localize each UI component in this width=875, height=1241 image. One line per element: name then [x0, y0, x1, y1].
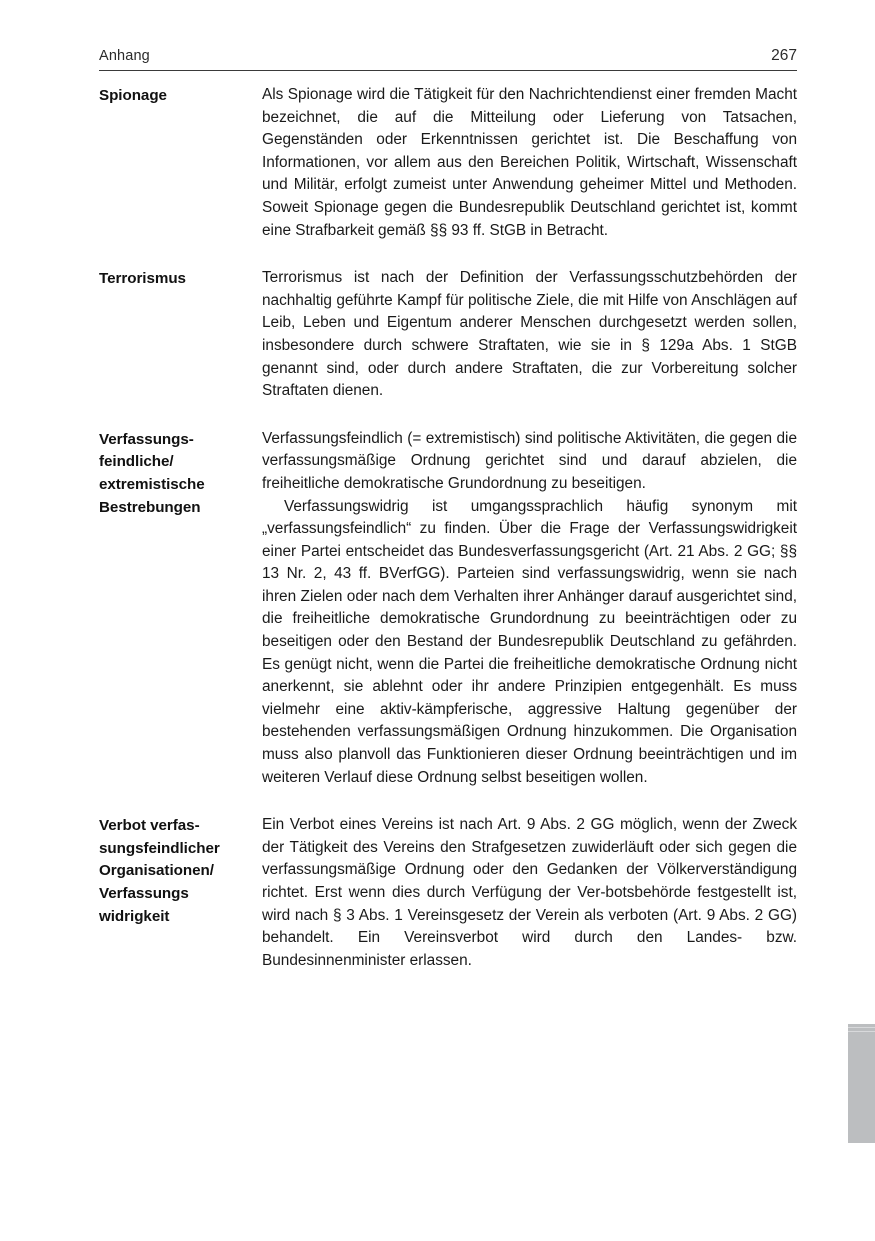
glossary-term-line: Verfassungs- [99, 430, 194, 448]
definition-paragraph: Ein Verbot eines Vereins ist nach Art. 9 Abs. 2 GG möglich, wenn der Zweck der Tätigkeit des Vereins den Strafgesetzen zuwiderläuft oder sich gegen die verfassungsmäßige Ordnung oder den Gedanken der Völkerverständigung richtet. Erst wenn dies durch Verfügung der Ver-botsbehörde festgestellt ist, wird nach § 3 Abs. 1 Vereinsgesetz der Verein als verboten (Art. 9 Abs. 2 GG) behandelt. Ein Vereinsverbot wird durch den Landes- bzw. Bundesinnenminister erlassen. [262, 816, 797, 969]
header-section-title: Anhang [99, 48, 150, 64]
glossary-term [99, 428, 262, 519]
glossary-term-line: Organisationen/ [99, 862, 214, 880]
definition-paragraph: Terrorismus ist nach der Definition der Verfassungsschutzbehörden der nachhaltig geführte Kampf für politische Ziele, die mit Hilfe von Anschlägen auf Leib, Leben und Eigentum anderer Menschen durchgesetzt werden sollen, insbesondere durch schwere Straftaten, wie sie in § 129a Abs. 1 StGB genannt sind, oder durch andere Straftaten, die zur Vorbereitung solcher Straftaten dienen. [262, 269, 797, 400]
glossary-term-line: Spionage [99, 87, 167, 104]
definition-paragraph: Als Spionage wird die Tätigkeit für den Nachrichtendienst einer fremden Macht bezeichnet, die auf die Mitteilung oder Lieferung von Tatsachen, Gegenständen oder Erkenntnissen gerichtet ist. Die Beschaffung von Informationen, vor allem aus den Bereichen Politik, Wirtschaft, Wissenschaft und Militär, erfolgt zumeist unter Anwendung geheimer Mittel und Methoden. Soweit Spionage gegen die Bundesrepublik Deutschland gerichtet ist, kommt eine Strafbarkeit gemäß §§ 93 ff. StGB in Betracht. [262, 86, 797, 239]
glossary-term-line: Verbot verfas- [99, 817, 200, 835]
page-header [99, 47, 797, 71]
glossary-term-line: widrigkeit [99, 907, 170, 925]
glossary-entry [99, 267, 797, 403]
header-page-number: 267 [771, 47, 797, 64]
glossary-definition [262, 814, 797, 972]
glossary-term-line: extremistische [99, 475, 205, 493]
definition-paragraph: Verfassungswidrig ist umgangssprachlich häufig synonym mit „verfassungsfeindlich“ zu finden. Über die Frage der Verfassungswidrigkeit einer Partei entscheidet das Bundesverfassungsgericht (Art. 21 Abs. 2 GG; §§ 13 Nr. 2, 43 ff. BVerfGG). Parteien sind verfassungswidrig, wenn sie nach ihren Zielen oder nach dem Verhalten ihrer Anhänger darauf ausgerichtet sind, die freiheitliche demokratische Grundordnung zu beeinträchtigen oder zu beseitigen oder den Bestand der Bundesrepublik Deutschland zu gefährden. Es genügt nicht, wenn die Partei die freiheitliche demokratische Ordnung nicht anerkennt, sie ablehnt oder ihr andere Prinzipien entgegenhält. Es muss vielmehr eine aktiv-kämpferische, aggressive Haltung gegenüber der bestehenden verfassungsmäßigen Ordnung hinzukommen. Die Organisation muss also planvoll das Funktionieren dieser Ordnung beeinträchtigen und im weiteren Verlauf diese Ordnung selbst beseitigen wollen. [262, 497, 797, 786]
thumb-tab-rule-top [848, 1027, 875, 1028]
glossary-term [99, 814, 262, 928]
glossary-definition [262, 267, 797, 403]
glossary-term-line: Verfassungs [99, 885, 189, 902]
glossary-entry [99, 814, 797, 972]
glossary-entries [99, 84, 797, 972]
glossary-term [99, 84, 262, 108]
glossary-definition [262, 428, 797, 790]
glossary-term-line: feindliche/ [99, 453, 174, 471]
glossary-term-line: Bestrebungen [99, 498, 201, 516]
glossary-definition [262, 84, 797, 242]
glossary-entry [99, 84, 797, 242]
glossary-term-line: sungsfeindlicher [99, 839, 220, 857]
thumb-tab-rule-second [848, 1031, 875, 1032]
definition-paragraph: Verfassungsfeindlich (= extremistisch) sind politische Aktivitäten, die gegen die verfassungsmäßige Ordnung gerichtet sind und darauf abzielen, die freiheitliche demokratische Grundordnung zu beseitigen. [262, 429, 797, 492]
thumb-index-tab [848, 1024, 875, 1143]
glossary-term [99, 267, 262, 291]
glossary-entry [99, 428, 797, 790]
glossary-term-line: Terrorismus [99, 270, 186, 288]
